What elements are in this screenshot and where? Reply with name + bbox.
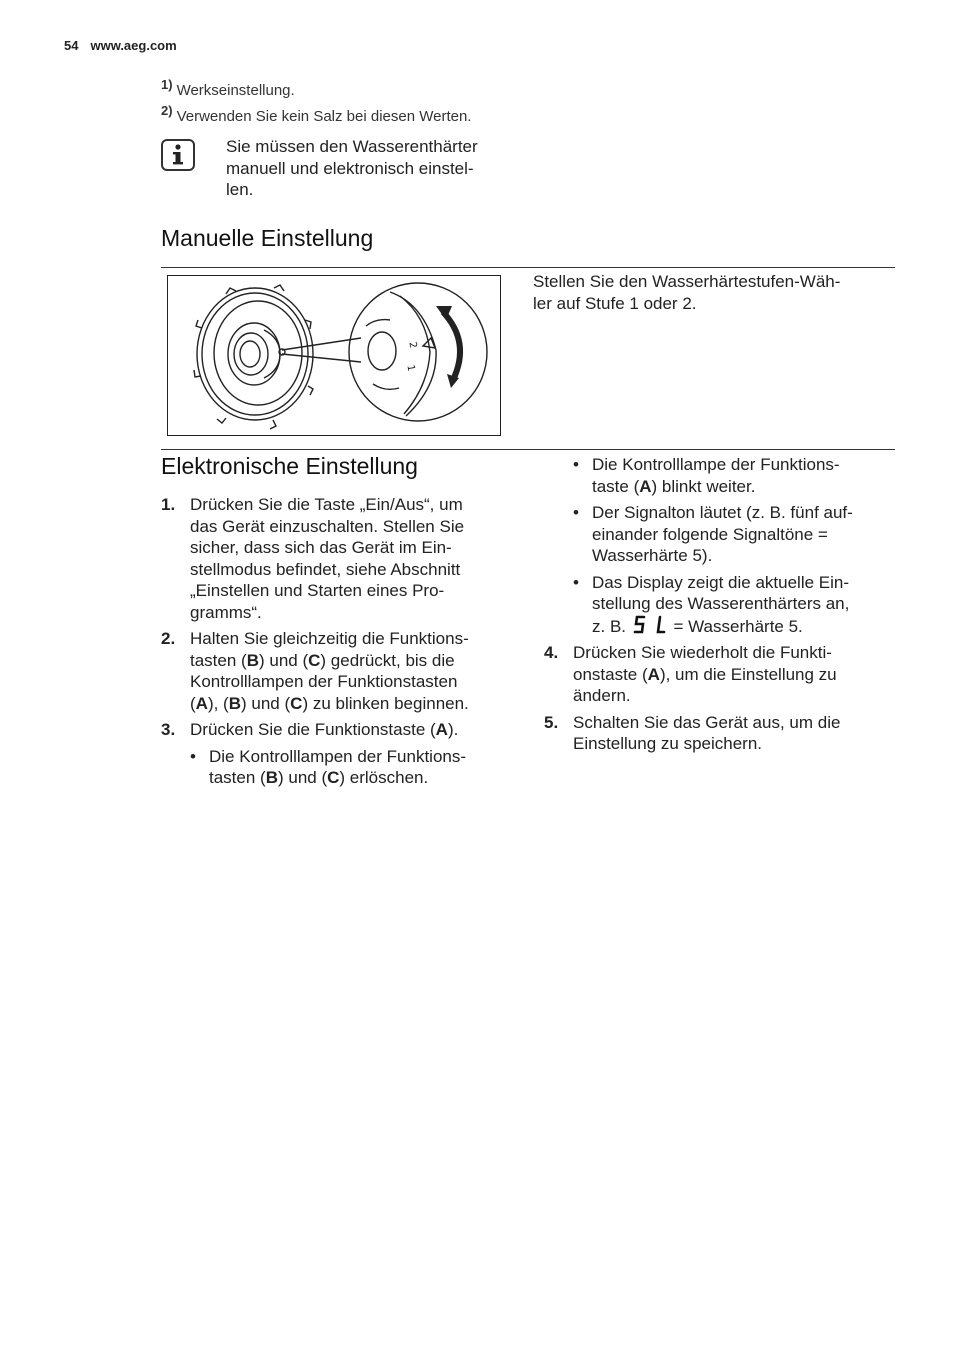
- step-3: 3. Drücken Sie die Funktionstaste (A).: [161, 720, 459, 739]
- section-divider-bottom: [161, 449, 895, 450]
- dial-label-1: 1: [404, 364, 417, 373]
- bullet-display: • Das Display zeigt die aktuelle Ein- stellung des Wasserenthärters an, z. B. = Wasserhärte 5.: [573, 572, 850, 636]
- bullet-lamp-blinks: • Die Kontrolllampe der Funktions- taste (A) blinkt weiter.: [573, 455, 840, 496]
- step-1: 1. Drücken Sie die Taste „Ein/Aus“, um das Gerät einzuschalten. Stellen Sie sicher, dass sich das Gerät im Ein- stellmodus befindet, siehe Abschnitt „Einstellen und Starten eines Pro- gramms“.: [161, 495, 465, 622]
- electronic-section-title: Elektronische Einstellung: [161, 453, 418, 479]
- step-5: 5. Schalten Sie das Gerät aus, um die Einstellung zu speichern.: [544, 712, 841, 753]
- footnote-2: $^{2)}$ Verwenden Sie kein Salz bei diesen Werten.: [161, 103, 472, 125]
- step-3-bullet: • Die Kontrolllampen der Funktions- tasten (B) und (C) erlöschen.: [190, 746, 467, 787]
- water-hardness-dial-figure: [167, 275, 501, 436]
- dial-illustration: [168, 276, 499, 434]
- dial-label-2: 2: [406, 341, 419, 350]
- site-url[interactable]: www.aeg.com: [90, 38, 177, 53]
- section-divider-top: [161, 267, 895, 268]
- step-2: 2. Halten Sie gleichzeitig die Funktions- tasten (B) und (C) gedrückt, bis die Kontrolllampen der Funktionstasten (A), (B) und (C) zu blinken beginnen.: [161, 629, 469, 713]
- page-header: [64, 38, 177, 53]
- info-icon: [161, 139, 195, 171]
- step-4: 4. Drücken Sie wiederholt die Funkti- onstaste (A), um die Einstellung zu ändern.: [544, 643, 837, 705]
- electronic-steps-col1: [161, 494, 521, 794]
- bullet-signal-tone: • Der Signalton läutet (z. B. fünf auf- einander folgende Signaltöne = Wasserhärte 5).: [573, 503, 853, 565]
- manual-section-title: Manuelle Einstellung: [161, 225, 374, 251]
- footnote-1: $^{1)}$ Werkseinstellung.: [161, 77, 295, 99]
- display-segment-icon: [633, 615, 667, 635]
- manual-instruction: Stellen Sie den Wasserhärtestufen-Wäh- ler auf Stufe 1 oder 2.: [533, 272, 841, 313]
- info-note-text: Sie müssen den Wasserenthärter manuell und elektronisch einstel- len.: [226, 137, 478, 199]
- electronic-steps-col2: [544, 454, 904, 760]
- page-number: 54: [64, 38, 79, 53]
